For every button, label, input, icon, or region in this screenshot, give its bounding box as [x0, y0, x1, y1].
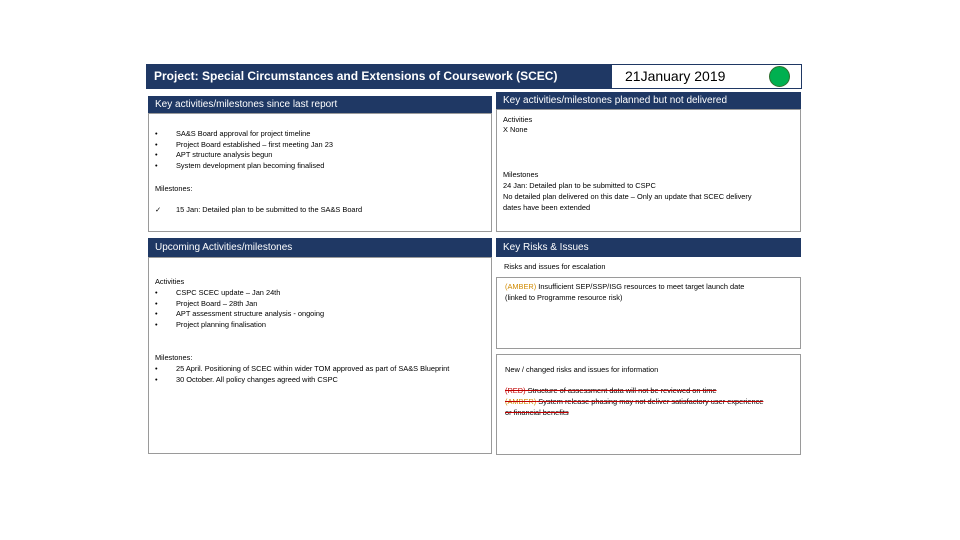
risk-item-closed: (AMBER) System release phasing may not deliver satisfactory user experience	[505, 397, 764, 406]
list-item: • APT structure analysis begun	[155, 150, 273, 160]
completed-activities-list	[153, 129, 333, 171]
risks-header: Key Risks & Issues	[496, 238, 801, 257]
list-item: • 25 April. Positioning of SCEC within wider TOM approved as part of SA&S Blueprint	[155, 364, 450, 373]
not-delivered-milestones-label: Milestones	[503, 170, 539, 179]
list-item: • Project Board established – first meeting Jan 23	[155, 139, 333, 149]
not-delivered-header: Key activities/milestones planned but not delivered	[496, 92, 801, 109]
list-item: ✓ 15 Jan: Detailed plan to be submitted to the SA&S Board	[155, 205, 363, 214]
upcoming-panel	[148, 257, 492, 454]
list-item: • SA&S Board approval for project timeline	[155, 129, 311, 138]
list-item: • APT assessment structure analysis - ongoing	[155, 309, 325, 319]
risks-info-panel	[496, 354, 801, 455]
completed-milestones-list	[153, 205, 362, 216]
risk-item-closed: (RED) Structure of assessment data will not be reviewed on time	[505, 386, 717, 395]
not-delivered-milestone-line: No detailed plan delivered on this date – Only an update that SCEC delivery	[503, 192, 752, 201]
list-item: • System development plan becoming finalised	[155, 160, 325, 170]
risk-item: (AMBER) Insufficient SEP/SSP/ISG resources to meet target launch date	[505, 282, 745, 291]
project-title: Project: Special Circumstances and Extensions of Coursework (SCEC)	[147, 65, 612, 88]
title-bar	[146, 64, 802, 89]
upcoming-milestones-list	[153, 364, 449, 385]
completed-milestones-label: Milestones:	[155, 184, 193, 193]
list-item: • CSPC SCEC update – Jan 24th	[155, 288, 281, 297]
risks-escalation-label: Risks and issues for escalation	[504, 262, 606, 271]
list-item: • Project planning finalisation	[155, 319, 266, 329]
list-item: • Project Board – 28th Jan	[155, 298, 258, 308]
risks-info-label: New / changed risks and issues for information	[505, 365, 659, 374]
not-delivered-panel	[496, 109, 801, 232]
report-date: 21January 2019	[625, 68, 726, 84]
not-delivered-activities-label: Activities	[503, 115, 533, 124]
upcoming-activities-label: Activities	[155, 277, 185, 286]
completed-header: Key activities/milestones since last report	[148, 96, 492, 113]
upcoming-header: Upcoming Activities/milestones	[148, 238, 492, 257]
risks-escalation-label-area	[496, 257, 801, 277]
not-delivered-milestone-line: 24 Jan: Detailed plan to be submitted to CSPC	[503, 181, 656, 190]
risk-item-closed-continued: or financial benefits	[505, 408, 569, 417]
rag-status-indicator	[769, 66, 790, 87]
completed-panel	[148, 113, 492, 232]
not-delivered-activities-text: X None	[503, 125, 528, 134]
list-item: • 30 October. All policy changes agreed with CSPC	[155, 374, 338, 384]
upcoming-activities-list	[153, 288, 324, 330]
upcoming-milestones-label: Milestones:	[155, 353, 193, 362]
risks-escalation-panel	[496, 277, 801, 349]
not-delivered-milestone-line: dates have been extended	[503, 203, 591, 212]
risk-item-continued: (linked to Programme resource risk)	[505, 293, 623, 302]
